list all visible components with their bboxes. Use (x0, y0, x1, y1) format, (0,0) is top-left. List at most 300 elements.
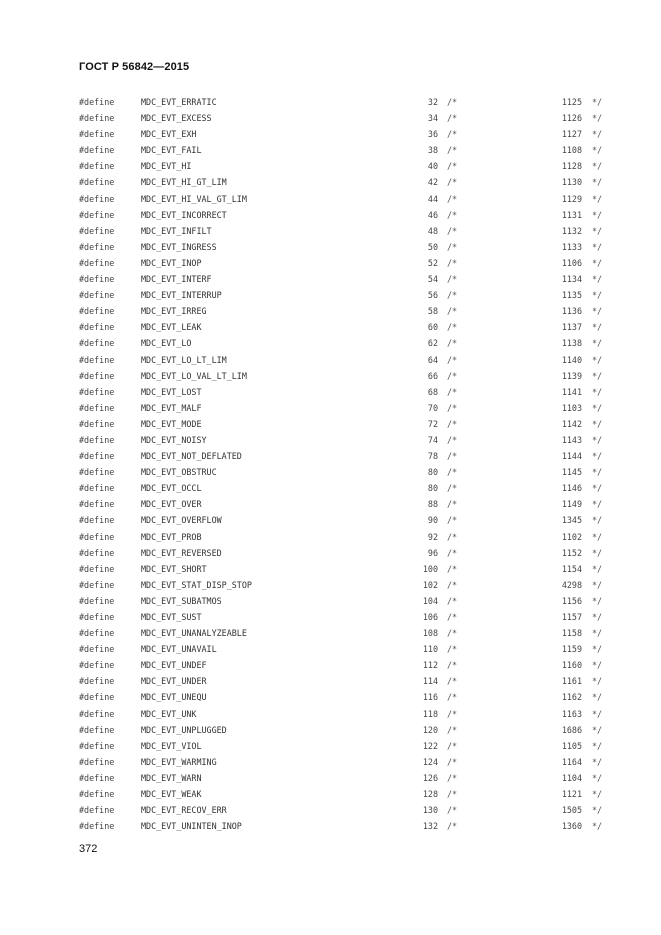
comment-open: /* (447, 547, 458, 558)
define-keyword: #define (79, 402, 115, 413)
constant-value: 80 (427, 467, 438, 478)
constant-value: 110 (422, 644, 438, 655)
define-row (0, 110, 661, 126)
define-row (0, 191, 661, 207)
comment-code: 1158 (561, 628, 582, 639)
comment-open: /* (447, 531, 458, 542)
define-row (0, 641, 661, 657)
comment-code: 1163 (561, 708, 582, 719)
define-keyword: #define (79, 692, 115, 703)
constant-value: 120 (422, 724, 438, 735)
define-row (0, 754, 661, 770)
comment-code: 1102 (561, 531, 582, 542)
define-keyword: #define (79, 274, 115, 285)
define-keyword: #define (79, 579, 115, 590)
define-row (0, 577, 661, 593)
comment-open: /* (447, 257, 458, 268)
constant-value: 128 (422, 789, 438, 800)
comment-open: /* (447, 386, 458, 397)
comment-open: /* (447, 660, 458, 671)
constant-value: 62 (427, 338, 438, 349)
comment-code: 1134 (561, 274, 582, 285)
comment-open: /* (447, 177, 458, 188)
comment-code: 1121 (561, 789, 582, 800)
comment-code: 1160 (561, 660, 582, 671)
define-row (0, 400, 661, 416)
define-row (0, 625, 661, 641)
comment-close: */ (592, 644, 603, 655)
constant-value: 126 (422, 772, 438, 783)
comment-close: */ (592, 161, 603, 172)
constant-name: MDC_EVT_IRREG (141, 306, 207, 317)
comment-open: /* (447, 370, 458, 381)
comment-close: */ (592, 660, 603, 671)
comment-close: */ (592, 241, 603, 252)
comment-open: /* (447, 97, 458, 107)
constant-name: MDC_EVT_UNK (141, 708, 197, 719)
define-row (0, 223, 661, 239)
comment-open: /* (447, 145, 458, 156)
comment-code: 1128 (561, 161, 582, 172)
comment-code: 1136 (561, 306, 582, 317)
comment-code: 1144 (561, 451, 582, 462)
define-row (0, 818, 661, 834)
comment-code: 1149 (561, 499, 582, 510)
comment-close: */ (592, 579, 603, 590)
constant-value: 80 (427, 483, 438, 494)
constant-value: 38 (427, 145, 438, 156)
comment-close: */ (592, 547, 603, 558)
comment-open: /* (447, 113, 458, 124)
comment-close: */ (592, 467, 603, 478)
comment-open: /* (447, 612, 458, 622)
comment-open: /* (447, 306, 458, 317)
comment-code: 1146 (561, 483, 582, 494)
comment-code: 1162 (561, 692, 582, 703)
constant-value: 106 (422, 612, 438, 622)
comment-close: */ (592, 563, 603, 574)
comment-code: 1105 (561, 740, 582, 751)
comment-code: 1159 (561, 644, 582, 655)
define-row (0, 561, 661, 577)
define-row (0, 529, 661, 545)
comment-code: 1133 (561, 241, 582, 252)
comment-code: 1345 (561, 515, 582, 526)
constant-name: MDC_EVT_LEAK (141, 322, 202, 333)
comment-code: 1505 (561, 805, 582, 816)
constant-value: 124 (422, 756, 438, 767)
comment-code: 1127 (561, 129, 582, 140)
comment-open: /* (447, 563, 458, 574)
comment-open: /* (447, 274, 458, 285)
define-keyword: #define (79, 740, 115, 751)
define-row (0, 126, 661, 142)
define-row (0, 802, 661, 818)
constant-name: MDC_EVT_WARMING (141, 756, 217, 767)
comment-open: /* (447, 821, 458, 832)
comment-close: */ (592, 789, 603, 800)
define-keyword: #define (79, 418, 115, 429)
comment-code: 1125 (561, 97, 582, 107)
comment-code: 1154 (561, 563, 582, 574)
define-keyword: #define (79, 209, 115, 220)
define-keyword: #define (79, 113, 115, 124)
comment-open: /* (447, 322, 458, 333)
constant-name: MDC_EVT_EXH (141, 129, 197, 140)
define-keyword: #define (79, 772, 115, 783)
define-row (0, 287, 661, 303)
comment-close: */ (592, 97, 603, 107)
define-keyword: #define (79, 789, 115, 800)
constant-name: MDC_EVT_OVERFLOW (141, 515, 222, 526)
define-keyword: #define (79, 805, 115, 816)
define-keyword: #define (79, 451, 115, 462)
constant-value: 40 (427, 161, 438, 172)
comment-open: /* (447, 579, 458, 590)
constant-name: MDC_EVT_UNDER (141, 676, 207, 687)
constant-value: 90 (427, 515, 438, 526)
define-row (0, 657, 661, 673)
define-keyword: #define (79, 628, 115, 639)
constant-value: 50 (427, 241, 438, 252)
constant-value: 92 (427, 531, 438, 542)
define-keyword: #define (79, 129, 115, 140)
define-row (0, 432, 661, 448)
comment-code: 1131 (561, 209, 582, 220)
comment-open: /* (447, 789, 458, 800)
define-row (0, 352, 661, 368)
constant-name: MDC_EVT_REVERSED (141, 547, 222, 558)
define-keyword: #define (79, 177, 115, 188)
comment-close: */ (592, 386, 603, 397)
comment-close: */ (592, 595, 603, 606)
define-row (0, 496, 661, 512)
constant-name: MDC_EVT_UNINTEN_INOP (141, 821, 242, 832)
constant-name: MDC_EVT_SUST (141, 612, 202, 622)
page-number: 372 (79, 843, 98, 855)
comment-close: */ (592, 225, 603, 236)
define-row (0, 706, 661, 722)
comment-close: */ (592, 515, 603, 526)
define-keyword: #define (79, 660, 115, 671)
comment-close: */ (592, 322, 603, 333)
comment-code: 1145 (561, 467, 582, 478)
define-keyword: #define (79, 370, 115, 381)
comment-close: */ (592, 756, 603, 767)
define-keyword: #define (79, 595, 115, 606)
constant-name: MDC_EVT_RECOV_ERR (141, 805, 227, 816)
comment-close: */ (592, 354, 603, 365)
comment-open: /* (447, 402, 458, 413)
define-keyword: #define (79, 338, 115, 349)
define-row (0, 770, 661, 786)
constant-value: 72 (427, 418, 438, 429)
define-keyword: #define (79, 306, 115, 317)
define-row (0, 174, 661, 190)
comment-open: /* (447, 483, 458, 494)
constant-name: MDC_EVT_UNANALYZEABLE (141, 628, 247, 639)
comment-open: /* (447, 805, 458, 816)
define-listing (0, 94, 661, 834)
constant-name: MDC_EVT_INGRESS (141, 241, 217, 252)
comment-code: 1104 (561, 772, 582, 783)
comment-code: 1140 (561, 354, 582, 365)
define-keyword: #define (79, 467, 115, 478)
define-keyword: #define (79, 483, 115, 494)
define-row (0, 335, 661, 351)
comment-open: /* (447, 740, 458, 751)
constant-name: MDC_EVT_HI_VAL_GT_LIM (141, 193, 247, 204)
constant-name: MDC_EVT_LO_LT_LIM (141, 354, 227, 365)
constant-name: MDC_EVT_INCORRECT (141, 209, 227, 220)
define-row (0, 722, 661, 738)
comment-code: 1135 (561, 290, 582, 301)
define-keyword: #define (79, 161, 115, 172)
define-row (0, 207, 661, 223)
comment-close: */ (592, 402, 603, 413)
constant-name: MDC_EVT_UNDEF (141, 660, 207, 671)
constant-value: 58 (427, 306, 438, 317)
comment-close: */ (592, 724, 603, 735)
comment-code: 1156 (561, 595, 582, 606)
constant-name: MDC_EVT_SHORT (141, 563, 207, 574)
comment-code: 1141 (561, 386, 582, 397)
define-row (0, 609, 661, 625)
constant-name: MDC_EVT_NOT_DEFLATED (141, 451, 242, 462)
define-row (0, 255, 661, 271)
comment-open: /* (447, 418, 458, 429)
constant-name: MDC_EVT_INFILT (141, 225, 212, 236)
comment-open: /* (447, 595, 458, 606)
comment-code: 1130 (561, 177, 582, 188)
constant-value: 118 (422, 708, 438, 719)
comment-open: /* (447, 129, 458, 140)
comment-close: */ (592, 451, 603, 462)
comment-open: /* (447, 628, 458, 639)
define-keyword: #define (79, 756, 115, 767)
define-row (0, 593, 661, 609)
comment-close: */ (592, 676, 603, 687)
define-row (0, 303, 661, 319)
define-keyword: #define (79, 644, 115, 655)
comment-open: /* (447, 241, 458, 252)
constant-value: 48 (427, 225, 438, 236)
define-keyword: #define (79, 322, 115, 333)
constant-value: 44 (427, 193, 438, 204)
comment-open: /* (447, 708, 458, 719)
define-keyword: #define (79, 97, 115, 107)
comment-close: */ (592, 740, 603, 751)
comment-open: /* (447, 772, 458, 783)
comment-open: /* (447, 290, 458, 301)
constant-value: 54 (427, 274, 438, 285)
define-keyword: #define (79, 290, 115, 301)
comment-code: 1126 (561, 113, 582, 124)
define-row (0, 464, 661, 480)
constant-name: MDC_EVT_UNAVAIL (141, 644, 217, 655)
comment-code: 4298 (561, 579, 582, 590)
constant-name: MDC_EVT_LO (141, 338, 192, 349)
define-keyword: #define (79, 676, 115, 687)
constant-name: MDC_EVT_STAT_DISP_STOP (141, 579, 252, 590)
comment-open: /* (447, 434, 458, 445)
constant-name: MDC_EVT_SUBATMOS (141, 595, 222, 606)
comment-close: */ (592, 209, 603, 220)
define-row (0, 384, 661, 400)
comment-close: */ (592, 338, 603, 349)
constant-value: 60 (427, 322, 438, 333)
comment-code: 1143 (561, 434, 582, 445)
constant-value: 68 (427, 386, 438, 397)
constant-name: MDC_EVT_VIOL (141, 740, 202, 751)
define-row (0, 512, 661, 528)
define-row (0, 142, 661, 158)
constant-name: MDC_EVT_LO_VAL_LT_LIM (141, 370, 247, 381)
constant-name: MDC_EVT_HI (141, 161, 192, 172)
define-keyword: #define (79, 354, 115, 365)
comment-open: /* (447, 354, 458, 365)
comment-open: /* (447, 209, 458, 220)
constant-name: MDC_EVT_MODE (141, 418, 202, 429)
constant-value: 108 (422, 628, 438, 639)
comment-open: /* (447, 724, 458, 735)
constant-name: MDC_EVT_OVER (141, 499, 202, 510)
constant-value: 34 (427, 113, 438, 124)
constant-value: 56 (427, 290, 438, 301)
define-row (0, 239, 661, 255)
comment-close: */ (592, 434, 603, 445)
comment-close: */ (592, 129, 603, 140)
constant-name: MDC_EVT_UNEQU (141, 692, 207, 703)
comment-code: 1152 (561, 547, 582, 558)
comment-close: */ (592, 805, 603, 816)
define-row (0, 673, 661, 689)
constant-value: 122 (422, 740, 438, 751)
define-row (0, 480, 661, 496)
constant-name: MDC_EVT_ERRATIC (141, 97, 217, 107)
comment-code: 1137 (561, 322, 582, 333)
constant-value: 42 (427, 177, 438, 188)
comment-open: /* (447, 193, 458, 204)
comment-close: */ (592, 708, 603, 719)
define-keyword: #define (79, 145, 115, 156)
constant-name: MDC_EVT_OBSTRUC (141, 467, 217, 478)
comment-code: 1129 (561, 193, 582, 204)
comment-code: 1103 (561, 402, 582, 413)
comment-open: /* (447, 644, 458, 655)
page-header-title: ГОСТ Р 56842—2015 (79, 61, 190, 73)
comment-close: */ (592, 612, 603, 622)
comment-close: */ (592, 113, 603, 124)
define-row (0, 689, 661, 705)
comment-open: /* (447, 225, 458, 236)
constant-value: 74 (427, 434, 438, 445)
constant-value: 32 (427, 97, 438, 107)
constant-value: 66 (427, 370, 438, 381)
comment-close: */ (592, 821, 603, 832)
define-row (0, 545, 661, 561)
comment-code: 1686 (561, 724, 582, 735)
constant-value: 132 (422, 821, 438, 832)
comment-open: /* (447, 756, 458, 767)
constant-name: MDC_EVT_NOISY (141, 434, 207, 445)
comment-open: /* (447, 338, 458, 349)
comment-close: */ (592, 177, 603, 188)
comment-code: 1157 (561, 612, 582, 622)
define-row (0, 738, 661, 754)
constant-name: MDC_EVT_MALF (141, 402, 202, 413)
constant-name: MDC_EVT_INTERRUP (141, 290, 222, 301)
define-keyword: #define (79, 193, 115, 204)
define-keyword: #define (79, 515, 115, 526)
define-row (0, 368, 661, 384)
define-row (0, 94, 661, 110)
constant-value: 104 (422, 595, 438, 606)
define-keyword: #define (79, 386, 115, 397)
define-keyword: #define (79, 434, 115, 445)
comment-code: 1108 (561, 145, 582, 156)
comment-code: 1132 (561, 225, 582, 236)
constant-value: 64 (427, 354, 438, 365)
comment-close: */ (592, 306, 603, 317)
define-keyword: #define (79, 225, 115, 236)
comment-close: */ (592, 274, 603, 285)
comment-code: 1161 (561, 676, 582, 687)
comment-code: 1138 (561, 338, 582, 349)
constant-name: MDC_EVT_PROB (141, 531, 202, 542)
comment-close: */ (592, 483, 603, 494)
comment-code: 1164 (561, 756, 582, 767)
define-row (0, 448, 661, 464)
comment-open: /* (447, 161, 458, 172)
constant-value: 78 (427, 451, 438, 462)
comment-close: */ (592, 531, 603, 542)
comment-open: /* (447, 451, 458, 462)
comment-close: */ (592, 628, 603, 639)
comment-code: 1360 (561, 821, 582, 832)
comment-close: */ (592, 257, 603, 268)
comment-open: /* (447, 499, 458, 510)
constant-value: 96 (427, 547, 438, 558)
constant-name: MDC_EVT_WARN (141, 772, 202, 783)
constant-value: 70 (427, 402, 438, 413)
define-keyword: #define (79, 257, 115, 268)
define-keyword: #define (79, 499, 115, 510)
define-row (0, 158, 661, 174)
constant-name: MDC_EVT_LOST (141, 386, 202, 397)
constant-value: 36 (427, 129, 438, 140)
define-row (0, 319, 661, 335)
comment-close: */ (592, 692, 603, 703)
constant-value: 100 (422, 563, 438, 574)
comment-open: /* (447, 692, 458, 703)
constant-name: MDC_EVT_INTERF (141, 274, 212, 285)
constant-value: 46 (427, 209, 438, 220)
constant-value: 116 (422, 692, 438, 703)
comment-open: /* (447, 676, 458, 687)
constant-value: 102 (422, 579, 438, 590)
comment-close: */ (592, 193, 603, 204)
define-keyword: #define (79, 724, 115, 735)
constant-name: MDC_EVT_INOP (141, 257, 202, 268)
comment-close: */ (592, 370, 603, 381)
define-row (0, 786, 661, 802)
comment-code: 1142 (561, 418, 582, 429)
define-keyword: #define (79, 612, 115, 622)
constant-name: MDC_EVT_HI_GT_LIM (141, 177, 227, 188)
comment-close: */ (592, 499, 603, 510)
define-keyword: #define (79, 531, 115, 542)
